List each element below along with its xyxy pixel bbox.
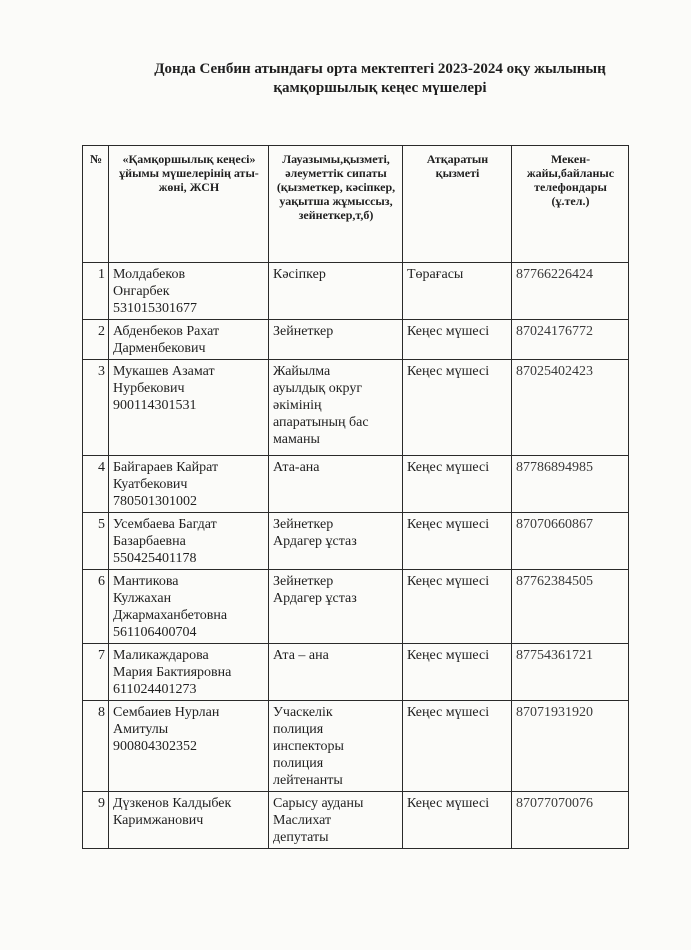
member-position-line: апаратының бас bbox=[273, 415, 369, 430]
member-role: Кеңес мүшесі bbox=[403, 456, 512, 513]
member-position-line: инспекторы bbox=[273, 739, 344, 754]
member-name-line: 780501301002 bbox=[113, 494, 197, 509]
member-position-line: Маслихат bbox=[273, 813, 332, 828]
member-phone: 87786894985 bbox=[512, 456, 629, 513]
row-number: 4 bbox=[83, 456, 109, 513]
member-role: Кеңес мүшесі bbox=[403, 360, 512, 456]
member-name-line: Базарбаевна bbox=[113, 534, 186, 549]
header-number: № bbox=[83, 146, 109, 263]
member-position-line: Ата-ана bbox=[273, 460, 320, 475]
member-position-line: Зейнеткер bbox=[273, 517, 334, 532]
row-number: 2 bbox=[83, 320, 109, 360]
title-line-1: Донда Сенбин атындағы орта мектептегі 2023-2024 оқу жылының bbox=[154, 61, 606, 77]
table-row bbox=[83, 644, 629, 701]
member-name bbox=[109, 360, 269, 456]
member-name bbox=[109, 644, 269, 701]
table-row bbox=[83, 701, 629, 792]
member-position-line: Сарысу ауданы bbox=[273, 796, 364, 811]
member-position-line: полиция bbox=[273, 756, 324, 771]
member-position-line: Кәсіпкер bbox=[273, 267, 326, 282]
member-name bbox=[109, 570, 269, 644]
row-number: 3 bbox=[83, 360, 109, 456]
member-name-line: 550425401178 bbox=[113, 551, 197, 566]
member-phone: 87070660867 bbox=[512, 513, 629, 570]
member-name bbox=[109, 513, 269, 570]
member-position-line: Зейнеткер bbox=[273, 324, 334, 339]
member-name bbox=[109, 320, 269, 360]
member-name-line: 611024401273 bbox=[113, 682, 197, 697]
member-phone: 87024176772 bbox=[512, 320, 629, 360]
member-position bbox=[269, 360, 403, 456]
member-name-line: Мария Бактияровна bbox=[113, 665, 232, 680]
member-name-line: Байгараев Кайрат bbox=[113, 460, 219, 475]
member-position bbox=[269, 701, 403, 792]
row-number: 6 bbox=[83, 570, 109, 644]
member-phone: 87071931920 bbox=[512, 701, 629, 792]
member-position-line: Ардагер ұстаз bbox=[273, 591, 357, 606]
member-name-line: Дарменбекович bbox=[113, 341, 206, 356]
member-position-line: Жайылма bbox=[273, 364, 331, 379]
member-position-line: полиция bbox=[273, 722, 324, 737]
member-position bbox=[269, 644, 403, 701]
header-role: Атқаратын қызметі bbox=[403, 146, 512, 263]
member-name-line: Абденбеков Рахат bbox=[113, 324, 220, 339]
header-position: Лауазымы,қызметі, әлеуметтік сипаты (қызметкер, кәсіпкер, уақытша жұмыссыз, зейнеткер,т,б) bbox=[269, 146, 403, 263]
header-name: «Қамқоршылық кеңесі» ұйымы мүшелерінің аты-жөні, ЖСН bbox=[109, 146, 269, 263]
member-name-line: Нурбекович bbox=[113, 381, 185, 396]
table-row bbox=[83, 570, 629, 644]
member-name-line: Дүзкенов Калдыбек bbox=[113, 796, 232, 811]
member-name-line: Кулжахан bbox=[113, 591, 172, 606]
member-name-line: Маликаждарова bbox=[113, 648, 209, 663]
table-header-row bbox=[83, 146, 629, 263]
member-name-line: 900804302352 bbox=[113, 739, 197, 754]
member-role: Кеңес мүшесі bbox=[403, 644, 512, 701]
member-role: Төрағасы bbox=[403, 263, 512, 320]
member-role: Кеңес мүшесі bbox=[403, 320, 512, 360]
member-name bbox=[109, 263, 269, 320]
member-position-line: ауылдық округ bbox=[273, 381, 363, 396]
member-position-line: әкімінің bbox=[273, 398, 322, 413]
member-position bbox=[269, 456, 403, 513]
member-phone: 87025402423 bbox=[512, 360, 629, 456]
member-position-line: лейтенанты bbox=[273, 773, 343, 788]
member-name-line: Амитулы bbox=[113, 722, 169, 737]
member-name-line: Сембаиев Нурлан bbox=[113, 705, 220, 720]
member-position-line: депутаты bbox=[273, 830, 329, 845]
member-role: Кеңес мүшесі bbox=[403, 792, 512, 849]
member-position-line: Ардагер ұстаз bbox=[273, 534, 357, 549]
document-title bbox=[120, 60, 640, 98]
member-name-line: Каримжанович bbox=[113, 813, 204, 828]
table-row bbox=[83, 320, 629, 360]
member-position bbox=[269, 570, 403, 644]
member-name-line: Куатбекович bbox=[113, 477, 188, 492]
member-name bbox=[109, 701, 269, 792]
table-body bbox=[83, 263, 629, 849]
member-position-line: Ата – ана bbox=[273, 648, 329, 663]
member-name-line: Джармаханбетовна bbox=[113, 608, 228, 623]
member-phone: 87762384505 bbox=[512, 570, 629, 644]
row-number: 7 bbox=[83, 644, 109, 701]
member-name-line: Онгарбек bbox=[113, 284, 170, 299]
member-name-line: Мантикова bbox=[113, 574, 179, 589]
table-row bbox=[83, 360, 629, 456]
member-phone: 87754361721 bbox=[512, 644, 629, 701]
row-number: 5 bbox=[83, 513, 109, 570]
title-line-2: қамқоршылық кеңес мүшелері bbox=[273, 80, 487, 96]
member-name-line: 531015301677 bbox=[113, 301, 197, 316]
member-name-line: 900114301531 bbox=[113, 398, 197, 413]
member-name-line: Мукашев Азамат bbox=[113, 364, 215, 379]
header-contact: Мекен-жайы,байланыс телефондары (ұ.тел.) bbox=[512, 146, 629, 263]
member-role: Кеңес мүшесі bbox=[403, 570, 512, 644]
member-name bbox=[109, 792, 269, 849]
member-role: Кеңес мүшесі bbox=[403, 513, 512, 570]
member-phone: 87766226424 bbox=[512, 263, 629, 320]
member-position-line: Учаскелік bbox=[273, 705, 333, 720]
row-number: 8 bbox=[83, 701, 109, 792]
member-name-line: Молдабеков bbox=[113, 267, 186, 282]
member-name-line: 561106400704 bbox=[113, 625, 197, 640]
table-row bbox=[83, 456, 629, 513]
member-phone: 87077070076 bbox=[512, 792, 629, 849]
row-number: 9 bbox=[83, 792, 109, 849]
table-row bbox=[83, 263, 629, 320]
member-name bbox=[109, 456, 269, 513]
member-position bbox=[269, 263, 403, 320]
row-number: 1 bbox=[83, 263, 109, 320]
member-position bbox=[269, 513, 403, 570]
table-row bbox=[83, 513, 629, 570]
members-table bbox=[82, 145, 629, 849]
member-position-line: маманы bbox=[273, 432, 320, 447]
table-row bbox=[83, 792, 629, 849]
member-position bbox=[269, 792, 403, 849]
member-position-line: Зейнеткер bbox=[273, 574, 334, 589]
member-name-line: Усембаева Багдат bbox=[113, 517, 217, 532]
member-position bbox=[269, 320, 403, 360]
member-role: Кеңес мүшесі bbox=[403, 701, 512, 792]
